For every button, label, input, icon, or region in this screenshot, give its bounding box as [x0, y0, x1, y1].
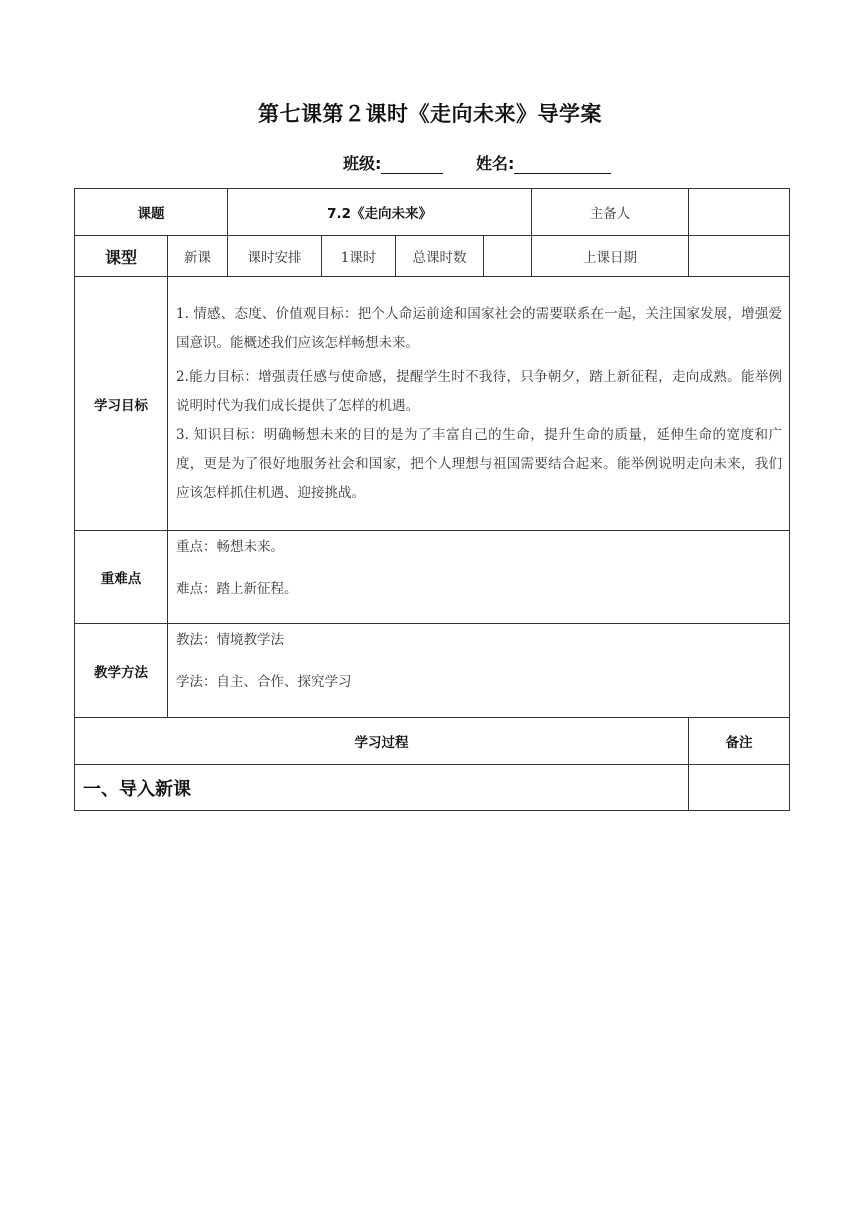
student-info-line: [343, 151, 611, 174]
teaching-method: 教法：情境教学法: [176, 632, 284, 648]
difficult-point: 难点：踏上新征程。: [176, 581, 298, 597]
table-row-type: [75, 236, 790, 277]
key-points-content: [168, 531, 790, 624]
table-row-topic: [75, 189, 790, 236]
process-label: 学习过程: [75, 718, 689, 765]
goal-item-knowledge: 3. 知识目标：明确畅想未来的目的是为了丰富自己的生命，提升生命的质量，延伸生命的宽度和广度，更是为了很好地服务社会和国家，把个人理想与祖国需要结合起来。能举例说明走向未来，我们应该怎样抓住机遇、迎接挑战。: [176, 426, 783, 501]
schedule-label: 课时安排: [228, 236, 322, 277]
class-label: 班级:: [343, 154, 382, 173]
table-row-section: [75, 765, 790, 811]
type-value: 新课: [168, 236, 228, 277]
lesson-plan-table: [74, 188, 790, 811]
goal-item-ability: 2.能力目标：增强责任感与使命感，提醒学生时不我待，只争朝夕，踏上新征程，走向成熟。能举例说明时代为我们成长提供了怎样的机遇。: [176, 368, 783, 414]
table-row-goals: [75, 277, 790, 531]
topic-value: 7.2《走向未来》: [228, 189, 532, 236]
methods-label: 教学方法: [75, 624, 168, 718]
schedule-value: 1课时: [322, 236, 396, 277]
methods-content: [168, 624, 790, 718]
total-hours-label: 总课时数: [396, 236, 484, 277]
goals-content: [168, 277, 790, 531]
key-points-label: 重难点: [75, 531, 168, 624]
total-hours-value: [484, 236, 532, 277]
topic-label: 课题: [75, 189, 228, 236]
class-date-label: 上课日期: [532, 236, 689, 277]
type-label: 课型: [75, 236, 168, 277]
class-date-value: [689, 236, 790, 277]
name-label: 姓名:: [475, 154, 515, 173]
table-row-methods: [75, 624, 790, 718]
document-title: 第七课第２课时《走向未来》导学案: [258, 102, 602, 126]
goals-label: 学习目标: [75, 277, 168, 531]
name-blank: [514, 155, 611, 174]
table-row-process-header: [75, 718, 790, 765]
goal-item-emotional: 1. 情感、态度、价值观目标：把个人命运前途和国家社会的需要联系在一起，关注国家发展，增强爱国意识。能概述我们应该怎样畅想未来。: [176, 305, 783, 351]
table-row-key-points: [75, 531, 790, 624]
section-notes-cell: [689, 765, 790, 811]
learning-method: 学法：自主、合作、探究学习: [176, 674, 352, 690]
class-blank: [381, 155, 443, 174]
key-point: 重点：畅想未来。: [176, 539, 284, 555]
preparer-label: 主备人: [532, 189, 689, 236]
preparer-value: [689, 189, 790, 236]
notes-label: 备注: [689, 718, 790, 765]
section-heading-intro: 一、导入新课: [75, 765, 689, 811]
